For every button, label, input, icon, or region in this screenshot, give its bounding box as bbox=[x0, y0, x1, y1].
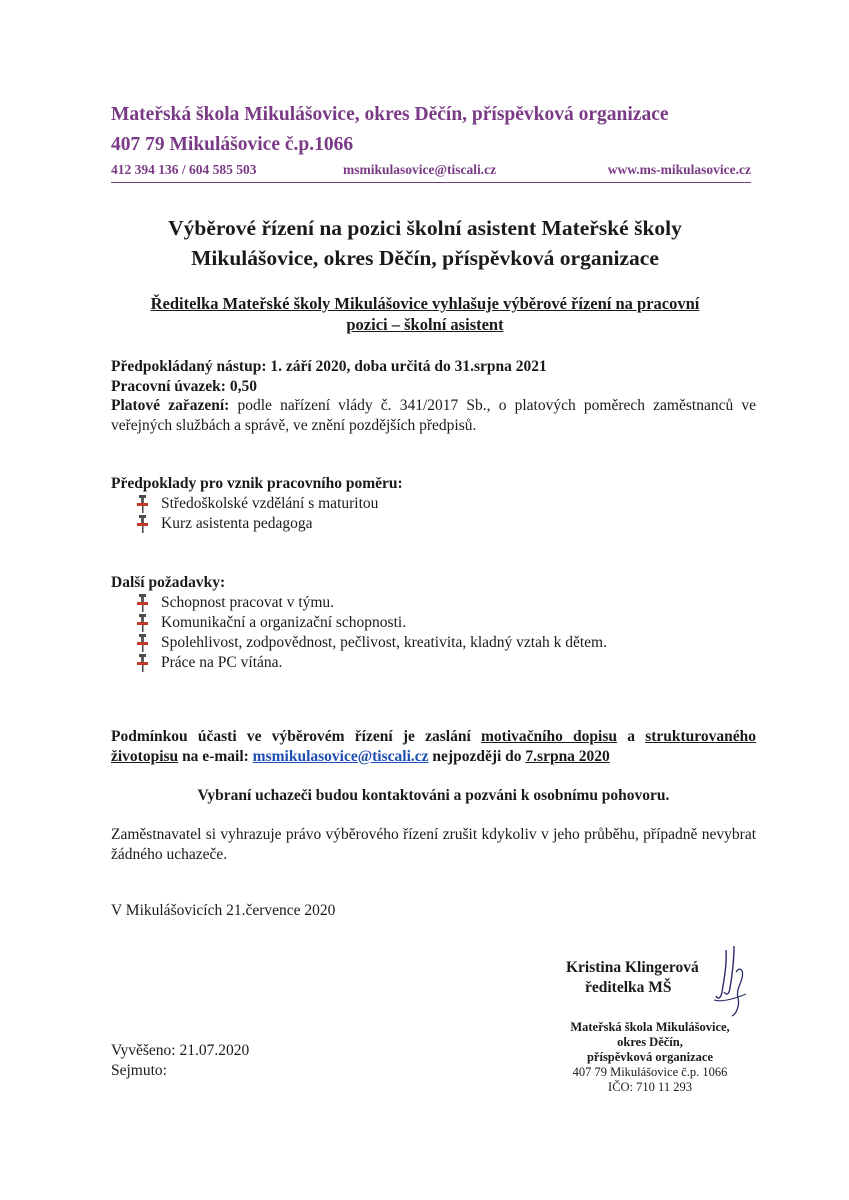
salary-row bbox=[111, 396, 756, 435]
phone-text: 412 394 136 / 604 585 503 bbox=[111, 162, 257, 177]
pushpin-bullet-icon bbox=[136, 594, 152, 612]
requirement-text: Kurz asistenta pedagoga bbox=[161, 514, 313, 532]
list-item bbox=[111, 593, 756, 613]
requirements-heading: Předpoklady pro vznik pracovního poměru: bbox=[111, 475, 403, 492]
list-item bbox=[111, 633, 756, 653]
condition-text: Podmínkou účasti ve výběrovém řízení je zaslání bbox=[111, 728, 482, 745]
stamp-line: Mateřská škola Mikulášovice, bbox=[570, 1020, 730, 1034]
motivation-letter-text: motivačního dopisu bbox=[481, 728, 617, 745]
additional-heading: Další požadavky: bbox=[111, 574, 226, 591]
removed-date: Sejmuto: bbox=[111, 1062, 167, 1079]
signatory-role: ředitelka MŠ bbox=[585, 979, 672, 996]
header-divider bbox=[111, 182, 751, 183]
title-line-2: Mikulášovice, okres Děčín, příspěvková organizace bbox=[191, 246, 659, 270]
additional-list bbox=[111, 593, 756, 673]
requirements-list bbox=[111, 494, 756, 534]
signatory-name: Kristina Klingerová bbox=[566, 959, 699, 976]
salary-label: Platové zařazení: bbox=[111, 397, 230, 414]
position-terms bbox=[111, 357, 756, 435]
pushpin-bullet-icon bbox=[136, 654, 152, 672]
list-item bbox=[111, 613, 756, 633]
start-date-row bbox=[111, 357, 756, 377]
stamp-line: IČO: 710 11 293 bbox=[608, 1080, 692, 1094]
posted-date: Vyvěšeno: 21.07.2020 bbox=[111, 1042, 250, 1059]
additional-text: Spolehlivost, zodpovědnost, pečlivost, kreativita, kladný vztah k dětem. bbox=[161, 633, 607, 651]
start-label: Předpokládaný nástup: bbox=[111, 358, 267, 375]
header-web-link[interactable]: www.ms-mikulasovice.cz bbox=[607, 162, 751, 177]
list-item bbox=[111, 494, 756, 514]
announcement-subtitle bbox=[110, 293, 740, 335]
condition-text: nejpozději do bbox=[428, 747, 526, 765]
condition-text: na e-mail: bbox=[178, 747, 253, 765]
pushpin-bullet-icon bbox=[136, 634, 152, 652]
place-date: V Mikulášovicích 21.července 2020 bbox=[111, 902, 336, 919]
list-item bbox=[111, 653, 756, 673]
start-value: 1. září 2020, doba určitá do 31.srpna 2021 bbox=[266, 358, 547, 375]
page-title bbox=[110, 213, 740, 273]
pushpin-bullet-icon bbox=[136, 614, 152, 632]
subtitle-line-1: Ředitelka Mateřské školy Mikulášovice vyhlašuje výběrové řízení na pracovní bbox=[150, 294, 700, 313]
application-email-link[interactable]: msmikulasovice@tiscali.cz bbox=[252, 747, 429, 765]
additional-text: Schopnost pracovat v týmu. bbox=[161, 593, 335, 611]
official-stamp bbox=[540, 1020, 760, 1095]
salary-value: podle nařízení vlády č. 341/2017 Sb., o platových poměrech zaměstnanců ve veřejných službách a správě, ve znění pozdějších předpisů. bbox=[111, 397, 756, 434]
header-email-link[interactable]: msmikulasovice@tiscali.cz bbox=[343, 162, 497, 177]
workload-row bbox=[111, 377, 756, 397]
employer-disclaimer: Zaměstnavatel si vyhrazuje právo výběrového řízení zrušit kdykoliv v jeho průběhu, případně nevybrat žádného uchazeče. bbox=[111, 826, 756, 863]
additional-section bbox=[111, 573, 756, 673]
pushpin-bullet-icon bbox=[136, 495, 152, 513]
title-line-1: Výběrové řízení na pozici školní asistent Mateřské školy bbox=[168, 216, 682, 240]
stamp-line: příspěvková organizace bbox=[586, 1050, 714, 1064]
handwritten-signature bbox=[712, 942, 754, 1022]
requirement-text: Středoškolské vzdělání s maturitou bbox=[161, 494, 379, 512]
application-condition bbox=[111, 727, 756, 766]
additional-text: Práce na PC vítána. bbox=[161, 653, 283, 671]
workload-value: 0,50 bbox=[225, 377, 257, 395]
subtitle-line-2: pozici – školní asistent bbox=[346, 315, 504, 334]
workload-label: Pracovní úvazek: bbox=[111, 377, 226, 395]
stamp-line: okres Děčín, bbox=[617, 1035, 683, 1049]
requirements-section bbox=[111, 474, 756, 534]
org-address: 407 79 Mikulášovice č.p.1066 bbox=[111, 134, 354, 155]
cv-text: strukturovaného životopisu bbox=[111, 728, 757, 765]
list-item bbox=[111, 514, 756, 534]
pushpin-bullet-icon bbox=[136, 515, 152, 533]
org-name: Mateřská škola Mikulášovice, okres Děčín, příspěvková organizace bbox=[111, 104, 669, 125]
condition-text: a bbox=[617, 728, 646, 745]
additional-text: Komunikační a organizační schopnosti. bbox=[161, 613, 407, 631]
deadline-text: 7.srpna 2020 bbox=[525, 747, 610, 765]
interview-note: Vybraní uchazeči budou kontaktováni a pozváni k osobnímu pohovoru. bbox=[197, 787, 670, 804]
stamp-line: 407 79 Mikulášovice č.p. 1066 bbox=[572, 1065, 728, 1079]
